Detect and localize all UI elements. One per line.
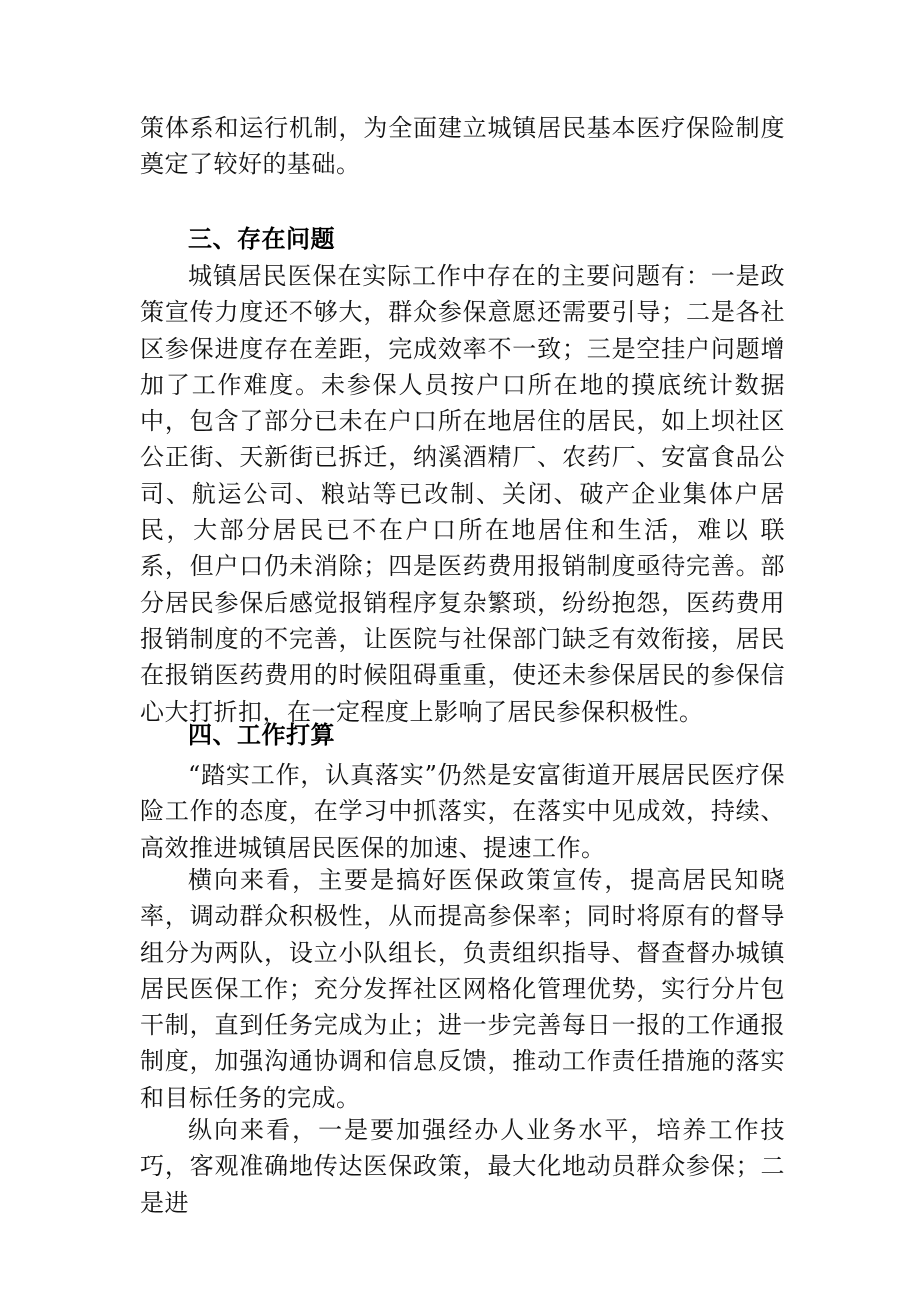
section-4-body-3 xyxy=(140,1112,785,1221)
section-4-heading: 四、工作打算 xyxy=(188,721,335,749)
section-4-body-1 xyxy=(140,757,785,866)
section-3-body xyxy=(140,258,785,730)
intro-block xyxy=(140,110,785,183)
section-4-paragraph-2: 横向来看，主要是搞好医保政策宣传，提高居民知晓率，调动群众积极性，从而提高参保率；同时将原有的督导组分为两队，设立小队组长，负责组织指导、督查督办城镇居民医保工作；充分发挥社区网格化管理优势，实行分片包干制，直到任务完成为止；进一步完善每日一报的工作通报制度，加强沟通协调和信息反馈，推动工作责任措施的落实和目标任务的完成。 xyxy=(140,866,785,1112)
section-4-body-2 xyxy=(140,862,785,1116)
intro-continuation-paragraph: 策体系和运行机制，为全面建立城镇居民基本医疗保险制度奠定了较好的基础。 xyxy=(140,114,785,179)
section-4-paragraph-1: “踏实工作，认真落实”仍然是安富街道开展居民医疗保险工作的态度，在学习中抓落实，在落实中见成效，持续、高效推进城镇居民医保的加速、提速工作。 xyxy=(140,761,785,862)
section-3-paragraph: 城镇居民医保在实际工作中存在的主要问题有：一是政策宣传力度还不够大，群众参保意愿还需要引导；二是各社区参保进度存在差距，完成效率不一致；三是空挂户问题增加了工作难度。未参保人员按户口所在地的摸底统计数据中，包含了部分已未在户口所在地居住的居民，如上坝社区公正街、天新街已拆迁，纳溪酒精厂、农药厂、安富食品公司、航运公司、粮站等已改制、关闭、破产企业集体户居民，大部分居民已不在户口所在地居住和生活，难以 联系，但户口仍未消除；四是医药费用报销制度亟待完善。部分居民参保后感觉报销程序复杂繁琐，纷纷抱怨，医药费用报销制度的不完善，让医院与社保部门缺乏有效衔接，居民在报销医药费用的时候阻碍重重，使还未参保居民的参保信心大打折扣，在一定程度上影响了居民参保积极性。 xyxy=(140,262,785,726)
section-3-heading: 三、存在问题 xyxy=(188,225,335,253)
section-4-paragraph-3: 纵向来看，一是要加强经办人业务水平，培养工作技巧，客观准确地传达医保政策，最大化地动员群众参保；二是进 xyxy=(140,1116,785,1217)
